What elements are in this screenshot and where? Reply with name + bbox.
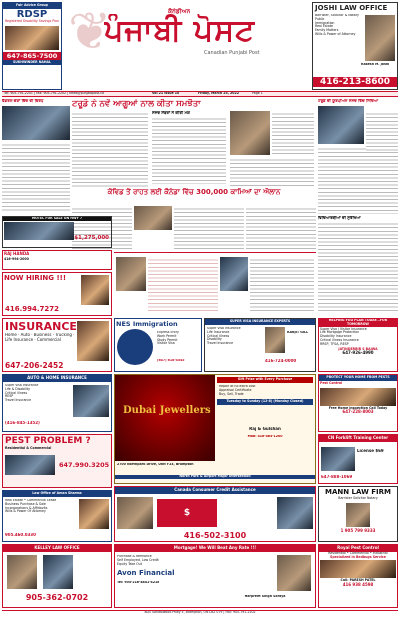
auto-home-phone: (416-845-1352) <box>5 421 40 425</box>
super-visa-item: Life Insurance <box>207 329 230 334</box>
helping-item: Critical illness Insurance <box>320 337 359 342</box>
auto-home-title: AUTO & HOME INSURANCE <box>3 375 111 382</box>
helping-title: HELPING YOU PLAN TODAY...FOR TOMORROW <box>319 319 397 327</box>
dubai-title: Dubai Jewellers <box>123 405 211 416</box>
second-col-2 <box>174 206 244 250</box>
second-photo <box>134 206 172 230</box>
left-body-text <box>2 142 70 212</box>
masthead <box>64 2 310 90</box>
info-vol: Vol 21 Issue 10 <box>152 91 180 95</box>
royal-photo <box>320 560 396 578</box>
super-visa-name: RANJIT GILL <box>287 331 309 334</box>
cn-forklift-phone: 647-888-1069 <box>321 475 353 479</box>
raj-handa-ad[interactable] <box>2 250 112 270</box>
insurance-item: Home <box>5 333 17 337</box>
dubai-area: North Park & Airport Major Intersection <box>115 475 315 479</box>
mortgage-phones: Tel: 905-216-4841-4218 <box>117 581 160 584</box>
kelley-title: KELLEY LAW OFFICE <box>3 545 111 552</box>
super-visa-item: Critical Illness <box>207 333 230 338</box>
dubai-items <box>219 385 315 396</box>
super-visa-item: Travel Insurance <box>207 341 234 346</box>
insurance-item: Business <box>33 333 52 337</box>
ccac-photo-2 <box>277 497 313 529</box>
auto-home-items <box>5 384 69 403</box>
dubai-logo-panel <box>115 375 215 461</box>
nes-item: Express Entry <box>157 331 179 334</box>
motel-ad[interactable] <box>2 216 112 248</box>
right-headline: ਟਰੂਡੋ ਦੀ ਯੂਰਪੀਅਨ ਸੰਸਦ ਵਿੱਚ ਨਿੰਦਿਆ <box>318 99 379 103</box>
royal-phone: 416 938 4598 <box>342 582 374 588</box>
rdsp-phone: 647-865-7500 <box>3 52 61 60</box>
aman-items <box>5 499 77 514</box>
mann-law-ad[interactable] <box>318 486 398 542</box>
second-col-3 <box>246 206 316 250</box>
mann-subtitle: Barrister Solicitor Notary <box>338 496 378 500</box>
right-body-b <box>318 146 398 214</box>
motel-price: $1,275,000 <box>74 235 109 241</box>
center-headline: ਸੰਸਦ ਮੈਂਬਰਾਂ ਨੇ ਕੀਤੀ ਮੰਗ <box>152 111 190 115</box>
joshi-portrait <box>365 15 395 61</box>
joshi-line: Real Estate <box>315 24 333 29</box>
rdsp-subtitle: Registered Disability Savings Plan <box>4 18 60 23</box>
protect-subtitle: Pest Control <box>320 380 343 385</box>
helping-phone: 647-926-4990 <box>342 350 374 356</box>
aman-title: Law Office of Aman Sharma <box>3 491 111 497</box>
insurance-item: Auto <box>20 333 30 337</box>
second-headline: ਕੋਵਿਡ ਤੋਂ ਰਾਹਤ ਲਈ ਕੈਨੇਡਾ ਵਿੱਚ 300,000 ਕਾਮਿਆਂ ਦਾ ਐਲਾਨ <box>107 188 281 196</box>
info-page: Page 1 <box>252 91 263 95</box>
cn-forklift-photo <box>321 447 355 471</box>
helping-item: Super Visa / Visitor Insurance <box>320 326 367 331</box>
helping-item: Disability Insurance <box>320 334 352 339</box>
super-visa-title: SUPER VISA INSURANCE EXPERTS <box>205 319 315 325</box>
joshi-services <box>315 14 361 37</box>
mortgage-name: Harpreet Singh Soraya <box>244 595 286 598</box>
mortgage-title: Mortgage! We Will Beat Any Rate !!! <box>115 545 315 552</box>
hiring-ad[interactable] <box>2 272 112 316</box>
mann-phone: 1 905 799 9333 <box>340 527 376 533</box>
aman-sharma-ad[interactable] <box>2 490 112 542</box>
super-visa-item: Super Visa Insurance <box>207 327 241 330</box>
lead-photo-pm <box>230 111 270 155</box>
joshi-law-ad[interactable] <box>312 2 398 90</box>
super-visa-portrait <box>265 327 285 353</box>
dubai-item: Buy, Sell, Trade <box>219 391 244 396</box>
super-visa-items <box>207 327 263 346</box>
lead-story <box>72 99 316 187</box>
motel-title: MOTEL FOR SALE ON HWY 7 <box>3 217 111 221</box>
helping-name: JATINDERBIR S BAJWA <box>338 346 378 351</box>
mortgage-brand: Avon Financial <box>117 569 175 577</box>
protect-photo <box>320 388 396 406</box>
mid-ad-block-1 <box>148 257 218 313</box>
joshi-name: Rakesh M. Joshi <box>361 63 390 66</box>
helping-item: Life Mortgage Protection <box>320 330 360 335</box>
right-lower-story <box>318 216 398 316</box>
motel-photo <box>4 222 74 240</box>
protect-home-ad[interactable] <box>318 374 398 432</box>
aman-item: Business Purchase & Sale <box>5 501 46 506</box>
cn-forklift-ad[interactable] <box>318 434 398 484</box>
rdsp-brand: Fair Advice Group <box>3 3 61 9</box>
masthead-tagline: Canadian Punjabi Post <box>204 50 260 56</box>
nes-title: NES Immigration <box>116 320 178 328</box>
dubai-mobile: Mob: 416-465-1200 <box>247 435 283 438</box>
mid-ad-block-2 <box>250 257 314 313</box>
mann-title: MANN LAW FIRM <box>324 488 391 496</box>
center-body-text <box>152 116 226 184</box>
left-news-photo <box>2 106 70 140</box>
insurance-ad[interactable] <box>2 318 112 372</box>
right-lower-body <box>318 221 398 313</box>
right-news-photo <box>318 106 364 144</box>
center-subhead-box <box>152 111 226 187</box>
royal-spec: Specialized in Bedbugs Service <box>330 554 386 559</box>
kelley-law-ad[interactable] <box>2 544 112 608</box>
hiring-photo <box>81 275 109 305</box>
nes-item: Study Permit <box>157 337 178 342</box>
masthead-kicker: ਕੈਨੇਡੀਅਨ <box>168 8 191 15</box>
dubai-names: Raj & Gulshan <box>249 427 281 431</box>
mann-portrait <box>346 503 370 527</box>
hiring-title: NOW HIRING !!! <box>4 274 67 282</box>
ccac-phone: 416-502-3100 <box>183 531 247 540</box>
dubai-item: Appraisal Certificate <box>219 387 252 392</box>
left-headline: ਫੈਡਰਲ ਚੋਣਾਂ ਵਿੱਚ ਵੀ ਵਿਰੋਧ <box>2 99 44 103</box>
auto-home-item: Travel Insurance <box>5 398 32 403</box>
joshi-line: Wills & Power of Attorney <box>315 31 356 36</box>
cn-forklift-license: License $69 <box>357 449 384 453</box>
left-news-column <box>2 99 70 214</box>
info-date: Friday, March 25, 2022 <box>198 91 239 95</box>
nes-item: Visitor Visa <box>157 341 175 346</box>
super-visa-phone: 416-724-0000 <box>265 359 297 363</box>
auto-home-item: Critical illness <box>5 390 28 395</box>
lead-headline: ਟਰੂਡੋ ਨੇ ਨਵੇਂ ਆਗੂਆਂ ਨਾਲ ਕੀਤਾ ਸਮਝੌਤਾ <box>72 99 201 109</box>
auto-home-item: Super visa insurance <box>5 384 39 387</box>
insurance-phone: 647-206-2452 <box>5 361 64 370</box>
raj-name: RAJ HANDA <box>4 251 30 256</box>
royal-name: Call: PARESH PATEL <box>340 578 376 583</box>
pest-photo <box>5 455 55 475</box>
insurance-item: Commercial <box>36 336 61 342</box>
mortgage-ad[interactable] <box>114 544 316 608</box>
joshi-title: JOSHI LAW OFFICE <box>315 4 388 12</box>
helping-plan-ad[interactable] <box>318 318 398 372</box>
mid-ad-portrait-1 <box>116 257 146 291</box>
dubai-item: Repair at no extra cost <box>219 385 256 388</box>
nes-immigration-ad[interactable] <box>114 318 202 372</box>
joshi-line: Immigration <box>315 20 335 25</box>
super-visa-item: Disability <box>207 337 222 342</box>
right-news-column <box>318 99 398 214</box>
mortgage-portrait <box>277 555 311 591</box>
auto-home-item: Life & Disability <box>5 386 31 391</box>
mortgage-line: Equity Take Out <box>117 561 142 566</box>
aman-item: Wills & Power Of Attorney <box>5 509 46 514</box>
pest-title: PEST PROBLEM ? <box>5 436 91 446</box>
mid-ad-portrait-2 <box>220 257 248 291</box>
dubai-banner: Gift Prize with Every Purchase <box>217 377 313 383</box>
insurance-title: INSURANCE <box>5 320 77 333</box>
mortgage-line: Purchase & Refinance <box>117 555 152 558</box>
protect-title: PROTECT YOUR HOME FROM PESTS <box>319 375 397 381</box>
rdsp-name: SUKHWINDER NAHAL <box>3 60 61 66</box>
rdsp-ad[interactable] <box>2 2 62 90</box>
hiring-phone: 416.994.7272 <box>5 305 60 313</box>
sub-right-headline: ਵਿਦਿਆਰਥੀਆਂ ਦੀ ਸੁਰੱਖਿਆ <box>318 216 361 220</box>
insurance-portrait <box>77 321 109 361</box>
rdsp-title: RDSP <box>16 8 48 20</box>
kelley-portrait-2 <box>43 555 73 589</box>
ccac-ad[interactable] <box>114 486 316 542</box>
auto-home-ad[interactable] <box>2 374 112 432</box>
nes-item: Work Permit <box>157 333 177 338</box>
insurance-item: Life Insurance <box>5 336 34 342</box>
kelley-phone: 905-362-0702 <box>25 593 89 602</box>
aman-item: Incorporations & Affidavits <box>5 505 48 510</box>
nes-badge <box>117 329 153 365</box>
dubai-address: 2700 Northpark Drive, Unit F23, Brampton <box>117 463 194 466</box>
joshi-phone: 416-213-8600 <box>313 77 397 87</box>
insurance-items: Home · Auto · Business · Trucking · Life Insurance · Commercial <box>5 333 75 342</box>
super-visa-ad[interactable] <box>204 318 316 372</box>
protect-offer: Free Home Inspection Call Today <box>328 405 388 410</box>
royal-pest-ad[interactable] <box>318 544 398 608</box>
pest-phone: 647.990.3205 <box>59 461 110 469</box>
helping-items <box>319 327 397 348</box>
insurance-item: Trucking <box>55 333 72 337</box>
rdsp-family-photo <box>5 26 59 50</box>
nes-items <box>157 331 201 346</box>
helping-item: RRSP, TFSA, RESP <box>320 341 349 346</box>
joshi-line: Family Matters <box>315 28 339 33</box>
pest-problem-ad[interactable] <box>2 434 112 488</box>
nes-phone: (647) 618-4545 <box>157 359 185 362</box>
raj-phone: 416-994-2000 <box>4 256 29 261</box>
lead-column-4 <box>272 111 314 155</box>
right-body-a <box>366 111 398 151</box>
joshi-line: Barrister, Solicitor & Notary Public <box>315 14 359 21</box>
dubai-jewellers-ad[interactable] <box>114 374 316 484</box>
dubai-hours: Tuesday to Sunday (12-8) (Monday Closed) <box>217 399 313 405</box>
mortgage-lines <box>117 555 237 566</box>
auto-home-portrait <box>73 385 109 417</box>
lead-column-3 <box>230 157 314 187</box>
auto-home-item: RESP <box>5 394 14 399</box>
center-mid-ads <box>114 252 316 316</box>
royal-subtitle: Residential • Commercial • Industrial <box>328 550 388 555</box>
cn-forklift-title: CN Forklift Training Center <box>319 435 397 442</box>
aman-phone: 905.460.0330 <box>5 533 36 537</box>
pest-subtitle: Residential & Commercial <box>5 446 52 450</box>
ccac-photo-1 <box>117 497 153 529</box>
mortgage-line: Self Employed, Low Credit <box>117 557 159 562</box>
aman-item: Real Estate • Commercial Lease <box>5 499 57 502</box>
kelley-portrait-1 <box>7 555 37 589</box>
protect-phone: 647-228-8003 <box>342 409 374 415</box>
lead-column-1 <box>72 111 148 187</box>
ccac-logo: $ <box>157 499 217 527</box>
footer-bar <box>2 610 398 616</box>
masthead-title: ਪੰਜਾਬੀ ਪੋਸਟ <box>104 14 256 48</box>
royal-title: Royal Pest Control <box>319 545 397 552</box>
info-bar <box>2 91 398 97</box>
footer-address: 8D5 Sandalwood Pkwy E, Brampton, ON L6Z 0T9 | Fax: 905-791-2202 <box>144 610 256 614</box>
ccac-title: Canada Consumer Credit Assistance <box>115 487 315 494</box>
maple-leaf-icon: ❦ <box>68 4 112 60</box>
aman-portrait <box>79 499 109 529</box>
info-contact: Tel: 905-791-2201 | Fax: 905-791-2202 | news@punjabipost.ca <box>4 91 105 95</box>
